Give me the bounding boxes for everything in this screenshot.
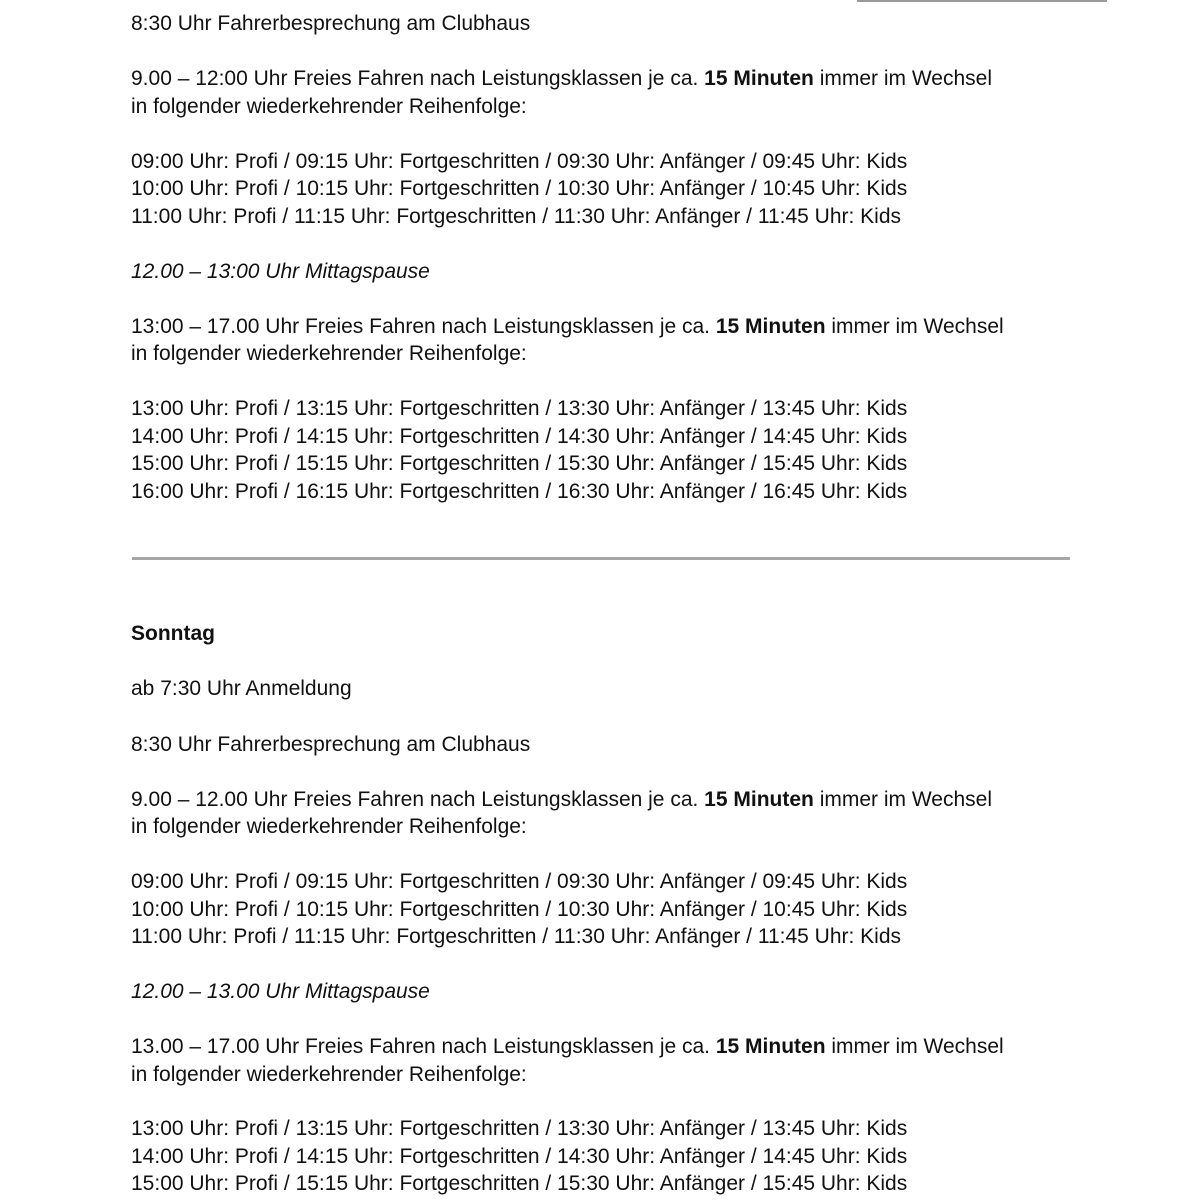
schedule-line: 10:00 Uhr: Profi / 10:15 Uhr: Fortgeschritten / 10:30 Uhr: Anfänger / 10:45 Uhr: Kids (131, 177, 908, 200)
saturday-lunch-break: 12.00 – 13:00 Uhr Mittagspause (131, 260, 430, 283)
sunday-registration: ab 7:30 Uhr Anmeldung (131, 677, 352, 700)
schedule-line: 09:00 Uhr: Profi / 09:15 Uhr: Fortgeschritten / 09:30 Uhr: Anfänger / 09:45 Uhr: Kids (131, 870, 908, 893)
saturday-briefing: 8:30 Uhr Fahrerbesprechung am Clubhaus (131, 12, 531, 35)
section-divider (132, 557, 1070, 560)
schedule-line: 10:00 Uhr: Profi / 10:15 Uhr: Fortgeschritten / 10:30 Uhr: Anfänger / 10:45 Uhr: Kids (131, 898, 908, 921)
schedule-line: 11:00 Uhr: Profi / 11:15 Uhr: Fortgeschritten / 11:30 Uhr: Anfänger / 11:45 Uhr: Kids (131, 205, 902, 228)
schedule-line: 16:00 Uhr: Profi / 16:15 Uhr: Fortgeschritten / 16:30 Uhr: Anfänger / 16:45 Uhr: Kids (131, 480, 908, 503)
schedule-line: 09:00 Uhr: Profi / 09:15 Uhr: Fortgeschritten / 09:30 Uhr: Anfänger / 09:45 Uhr: Kids (131, 150, 908, 173)
sunday-morning-intro: 9.00 – 12.00 Uhr Freies Fahren nach Leistungsklassen je ca. 15 Minuten immer im Wechsel (131, 788, 992, 811)
sunday-briefing: 8:30 Uhr Fahrerbesprechung am Clubhaus (131, 733, 531, 756)
sunday-heading: Sonntag (131, 622, 215, 645)
schedule-line: 13:00 Uhr: Profi / 13:15 Uhr: Fortgeschritten / 13:30 Uhr: Anfänger / 13:45 Uhr: Kids (131, 397, 908, 420)
schedule-line: 14:00 Uhr: Profi / 14:15 Uhr: Fortgeschritten / 14:30 Uhr: Anfänger / 14:45 Uhr: Kids (131, 425, 908, 448)
schedule-line: 15:00 Uhr: Profi / 15:15 Uhr: Fortgeschritten / 15:30 Uhr: Anfänger / 15:45 Uhr: Kids (131, 1172, 908, 1195)
schedule-line: 15:00 Uhr: Profi / 15:15 Uhr: Fortgeschritten / 15:30 Uhr: Anfänger / 15:45 Uhr: Kids (131, 452, 908, 475)
schedule-line: 13:00 Uhr: Profi / 13:15 Uhr: Fortgeschritten / 13:30 Uhr: Anfänger / 13:45 Uhr: Kids (131, 1117, 908, 1140)
saturday-morning-intro-line2: in folgender wiederkehrender Reihenfolge: (131, 95, 527, 118)
schedule-line: 11:00 Uhr: Profi / 11:15 Uhr: Fortgeschritten / 11:30 Uhr: Anfänger / 11:45 Uhr: Kids (131, 925, 902, 948)
saturday-morning-intro: 9.00 – 12:00 Uhr Freies Fahren nach Leistungsklassen je ca. 15 Minuten immer im Wechsel (131, 67, 992, 90)
duration-bold: 15 Minuten (715, 315, 826, 338)
sunday-afternoon-intro: 13.00 – 17.00 Uhr Freies Fahren nach Leistungsklassen je ca. 15 Minuten immer im Wechsel (131, 1035, 1004, 1058)
sunday-lunch-break: 12.00 – 13.00 Uhr Mittagspause (131, 980, 430, 1003)
sunday-afternoon-intro-line2: in folgender wiederkehrender Reihenfolge: (131, 1063, 527, 1086)
schedule-line: 14:00 Uhr: Profi / 14:15 Uhr: Fortgeschritten / 14:30 Uhr: Anfänger / 14:45 Uhr: Kids (131, 1145, 908, 1168)
duration-bold: 15 Minuten (704, 788, 814, 811)
saturday-afternoon-intro-line2: in folgender wiederkehrender Reihenfolge: (131, 342, 527, 365)
top-rule-fragment (857, 0, 1107, 2)
saturday-afternoon-intro: 13:00 – 17.00 Uhr Freies Fahren nach Leistungsklassen je ca. 15 Minuten immer im Wechsel (131, 315, 1004, 338)
duration-bold: 15 Minuten (704, 67, 814, 90)
duration-bold: 15 Minuten (715, 1035, 826, 1058)
sunday-morning-intro-line2: in folgender wiederkehrender Reihenfolge: (131, 815, 527, 838)
